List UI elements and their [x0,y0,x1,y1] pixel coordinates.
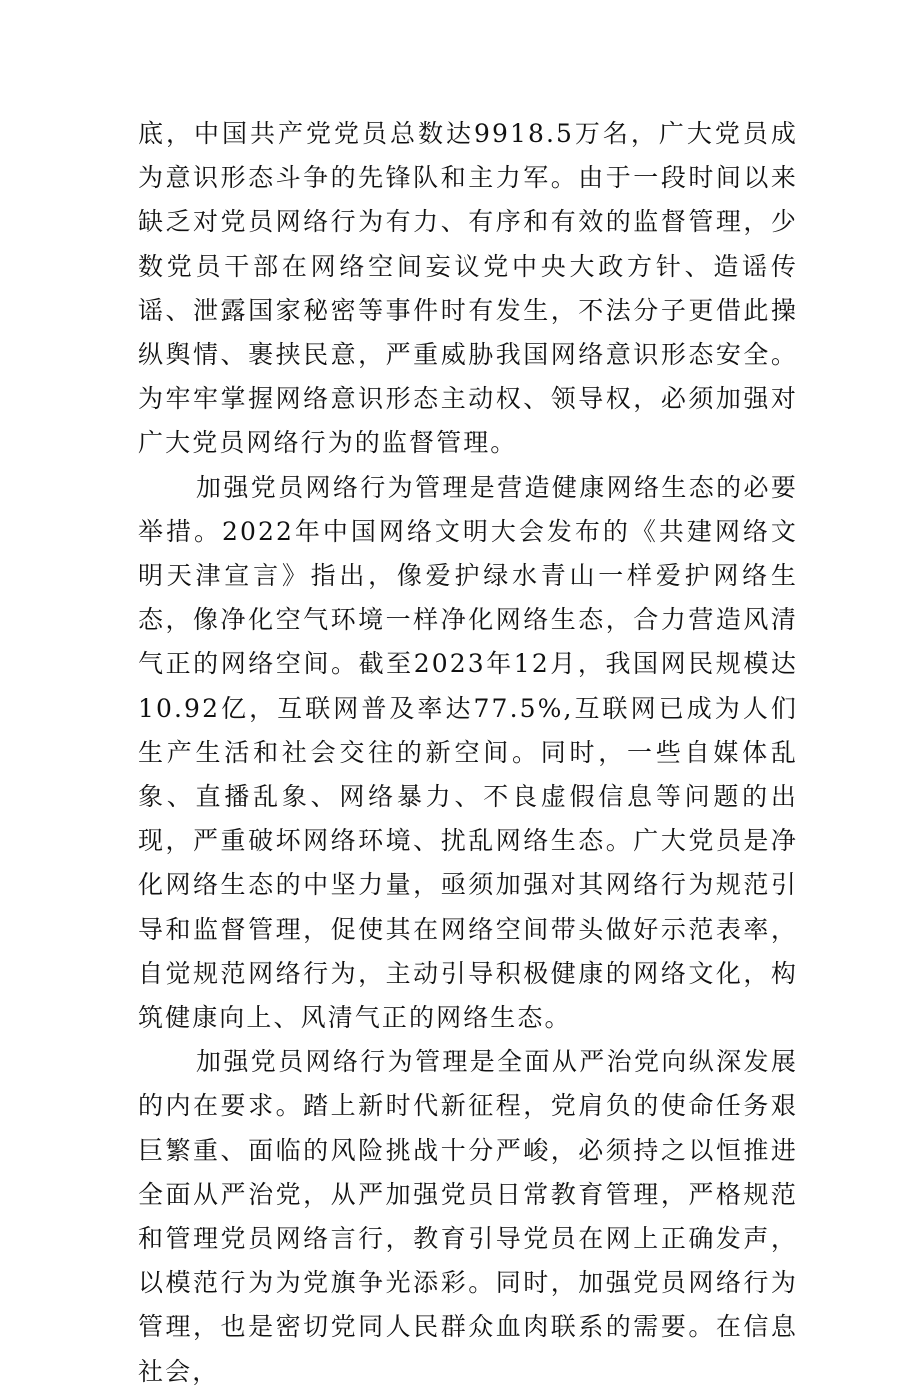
paragraph-continued: 底，中国共产党党员总数达9918.5万名，广大党员成为意识形态斗争的先锋队和主力军。由于一段时间以来缺乏对党员网络行为有力、有序和有效的监督管理，少数党员干部在网络空间妄议党中央大政方针、造谣传谣、泄露国家秘密等事件时有发生，不法分子更借此操纵舆情、裹挟民意，严重威胁我国网络意识形态安全。为牢牢掌握网络意识形态主动权、领导权，必须加强对广大党员网络行为的监督管理。 [138,119,798,458]
document-body [138,112,798,1394]
paragraph-party-discipline: 加强党员网络行为管理是全面从严治党向纵深发展的内在要求。踏上新时代新征程，党肩负的使命任务艰巨繁重、面临的风险挑战十分严峻，必须持之以恒推进全面从严治党，从严加强党员日常教育管理，严格规范和管理党员网络言行，教育引导党员在网上正确发声，以模范行为为党旗争光添彩。同时，加强党员网络行为管理，也是密切党同人民群众血肉联系的需要。在信息社会， [138,1047,798,1386]
paragraph-network-ecology: 加强党员网络行为管理是营造健康网络生态的必要举措。2022年中国网络文明大会发布的《共建网络文明天津宣言》指出，像爱护绿水青山一样爱护网络生态，像净化空气环境一样净化网络生态，合力营造风清气正的网络空间。截至2023年12月，我国网民规模达10.92亿，互联网普及率达77.5%,互联网已成为人们生产生活和社会交往的新空间。同时，一些自媒体乱象、直播乱象、网络暴力、不良虚假信息等问题的出现，严重破坏网络环境、扰乱网络生态。广大党员是净化网络生态的中坚力量，亟须加强对其网络行为规范引导和监督管理，促使其在网络空间带头做好示范表率，自觉规范网络行为，主动引导积极健康的网络文化，构筑健康向上、风清气正的网络生态。 [138,472,798,1033]
